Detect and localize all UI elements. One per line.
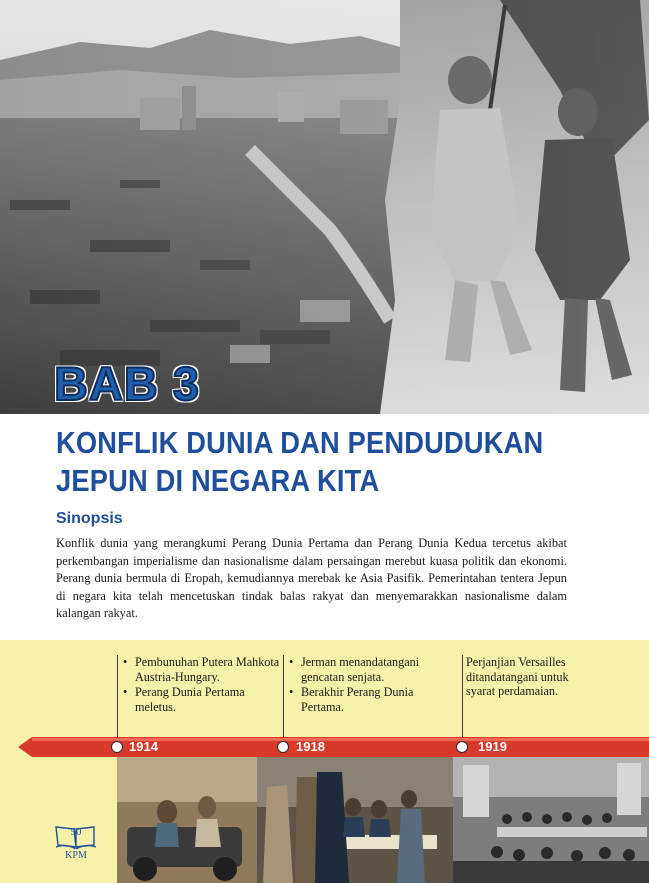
- synopsis-heading: Sinopsis: [56, 510, 123, 527]
- timeline-event-1918: [287, 655, 447, 715]
- timeline-stem-1919: [462, 655, 463, 741]
- page-number: 50: [70, 826, 82, 838]
- timeline-node-1914: [111, 741, 123, 753]
- assassination-painting: [117, 757, 257, 883]
- event-1914-item-1: • Pembunuhan Putera Mahkota Austria-Hungary.: [121, 655, 281, 684]
- event-1918-item-1: • Jerman menandatangani gencatan senjata.: [287, 655, 447, 684]
- timeline-node-1918: [277, 741, 289, 753]
- timeline-event-1914: [121, 655, 281, 715]
- event-1918-item-2: • Berakhir Perang Dunia Pertama.: [287, 685, 447, 714]
- timeline-node-1919: [456, 741, 468, 753]
- timeline-stem-1914: [117, 655, 118, 741]
- hero-photo-collage: [0, 0, 649, 414]
- timeline-year-1919: 1919: [478, 739, 507, 754]
- hero-photo: [0, 0, 649, 414]
- armistice-painting: [257, 757, 453, 883]
- synopsis-text: Konflik dunia yang merangkumi Perang Dunia Pertama dan Perang Dunia Kedua tercetus akibat perkembangan imperialisme dan nasionalisme dalam persaingan merebut kuasa politik dan ekonomi. Perang dunia bermula di Eropah, kemudiannya merebak ke Asia Pasifik. Pemerintahan tentera Jepun di negara kita telah mencetuskan tindak balas rakyat dan menyemarakkan nasionalisme dalam kalangan rakyat.: [56, 536, 567, 621]
- timeline-event-1919: [466, 655, 596, 699]
- event-1914-item-2: • Perang Dunia Pertama meletus.: [121, 685, 281, 714]
- timeline-stem-1918: [283, 655, 284, 741]
- timeline-photo-strip: [117, 757, 649, 883]
- chapter-label: BAB 3: [54, 357, 201, 410]
- chapter-title: [56, 424, 549, 500]
- chapter-title-line-1: KONFLIK DUNIA DAN PENDUDUKAN: [56, 425, 544, 460]
- publisher-label: KPM: [65, 850, 87, 861]
- versailles-photo: [453, 757, 649, 883]
- chapter-title-line-2: JEPUN DI NEGARA KITA: [56, 463, 380, 498]
- timeline-year-1914: 1914: [129, 739, 158, 754]
- event-1919-text: Perjanjian Versailles ditandatangani untuk syarat perdamaian.: [466, 655, 569, 699]
- timeline-year-1918: 1918: [296, 739, 325, 754]
